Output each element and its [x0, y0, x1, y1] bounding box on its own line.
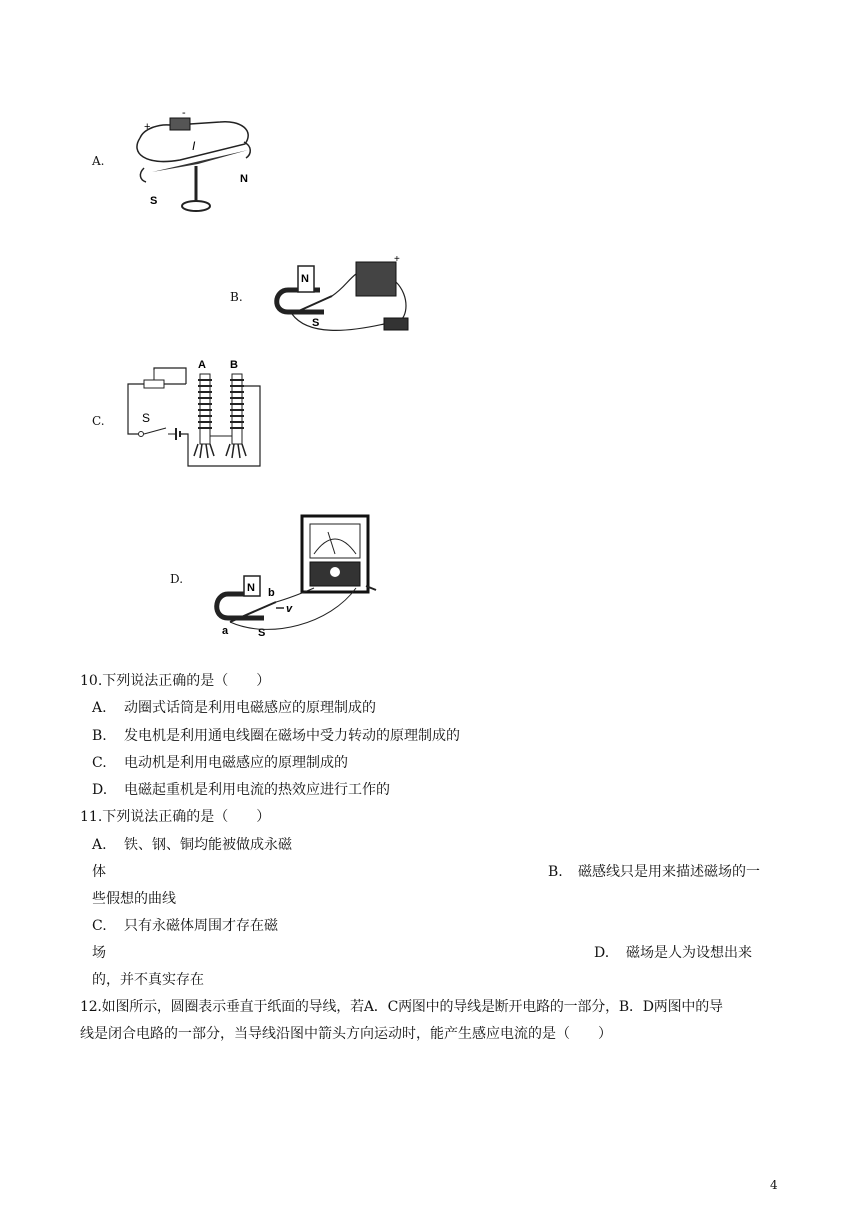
q11-option-c-letter: C. — [92, 918, 107, 934]
plus-mark: + — [394, 254, 400, 265]
figure-b-diagram — [268, 252, 430, 342]
q10-option-a-letter: A. — [92, 700, 107, 716]
q10-option-d-letter: D. — [92, 782, 108, 798]
figure-d-label: D. — [170, 572, 184, 586]
north-mark: N — [247, 582, 255, 594]
north-mark: N — [240, 173, 248, 185]
south-mark: S — [150, 195, 158, 207]
current-mark: I — [192, 139, 196, 153]
figure-b-label: B. — [230, 290, 243, 304]
minus-mark: - — [182, 107, 186, 119]
switch-mark: S — [142, 411, 151, 425]
figure-a-label: A. — [92, 154, 105, 168]
figure-c-label: C. — [92, 414, 105, 428]
q11-option-b-continuation: 些假想的曲线 — [92, 891, 176, 907]
q11-option-b-text: 磁感线只是用来描述磁场的一 — [578, 864, 760, 880]
q10-option-c-letter: C. — [92, 755, 107, 771]
q11-option-a-continuation: 体 — [92, 864, 106, 880]
q10-option-b-text: 发电机是利用通电线圈在磁场中受力转动的原理制成的 — [124, 728, 460, 744]
b-mark: B — [230, 359, 238, 371]
q10-option-d-text: 电磁起重机是利用电流的热效应进行工作的 — [124, 782, 390, 798]
figure-d-diagram — [210, 514, 380, 642]
q11-option-b-letter: B. — [548, 864, 563, 880]
q10-option-c-text: 电动机是利用电磁感应的原理制成的 — [124, 755, 348, 771]
q11-option-d-continuation: 的，并不真实存在 — [92, 972, 204, 988]
q11-option-c-continuation: 场 — [92, 945, 106, 961]
page-number: 4 — [770, 1178, 778, 1192]
south-mark: S — [312, 317, 320, 329]
a-mark: A — [198, 359, 206, 371]
q10-option-b-letter: B. — [92, 728, 107, 744]
q12-stem-line1: 12.如图所示，圆圈表示垂直于纸面的导线，若A．C两图中的导线是断开电路的一部分，B．D两图中的导 — [80, 999, 723, 1015]
q11-option-d-text: 磁场是人为设想出来 — [626, 945, 752, 961]
plus-mark: + — [144, 121, 151, 133]
north-mark: N — [301, 273, 309, 285]
figure-c-diagram — [124, 356, 264, 472]
a-mark: a — [222, 625, 229, 637]
q11-option-a-letter: A. — [92, 837, 107, 853]
q10-stem: 10.下列说法正确的是（ ） — [80, 673, 271, 689]
v-mark: v — [286, 603, 293, 615]
q11-option-d-letter: D. — [594, 945, 610, 961]
b-mark: b — [268, 587, 275, 599]
q10-option-a-text: 动圈式话筒是利用电磁感应的原理制成的 — [124, 700, 376, 716]
south-mark: S — [258, 627, 266, 639]
q11-stem: 11.下列说法正确的是（ ） — [80, 809, 271, 825]
figure-a-diagram — [130, 108, 260, 218]
q11-option-c-text: 只有永磁体周围才存在磁 — [124, 918, 278, 934]
q11-option-a-text: 铁、钢、铜均能被做成永磁 — [124, 837, 292, 853]
q12-stem-line2: 线是闭合电路的一部分，当导线沿图中箭头方向运动时，能产生感应电流的是（ ） — [80, 1026, 612, 1042]
